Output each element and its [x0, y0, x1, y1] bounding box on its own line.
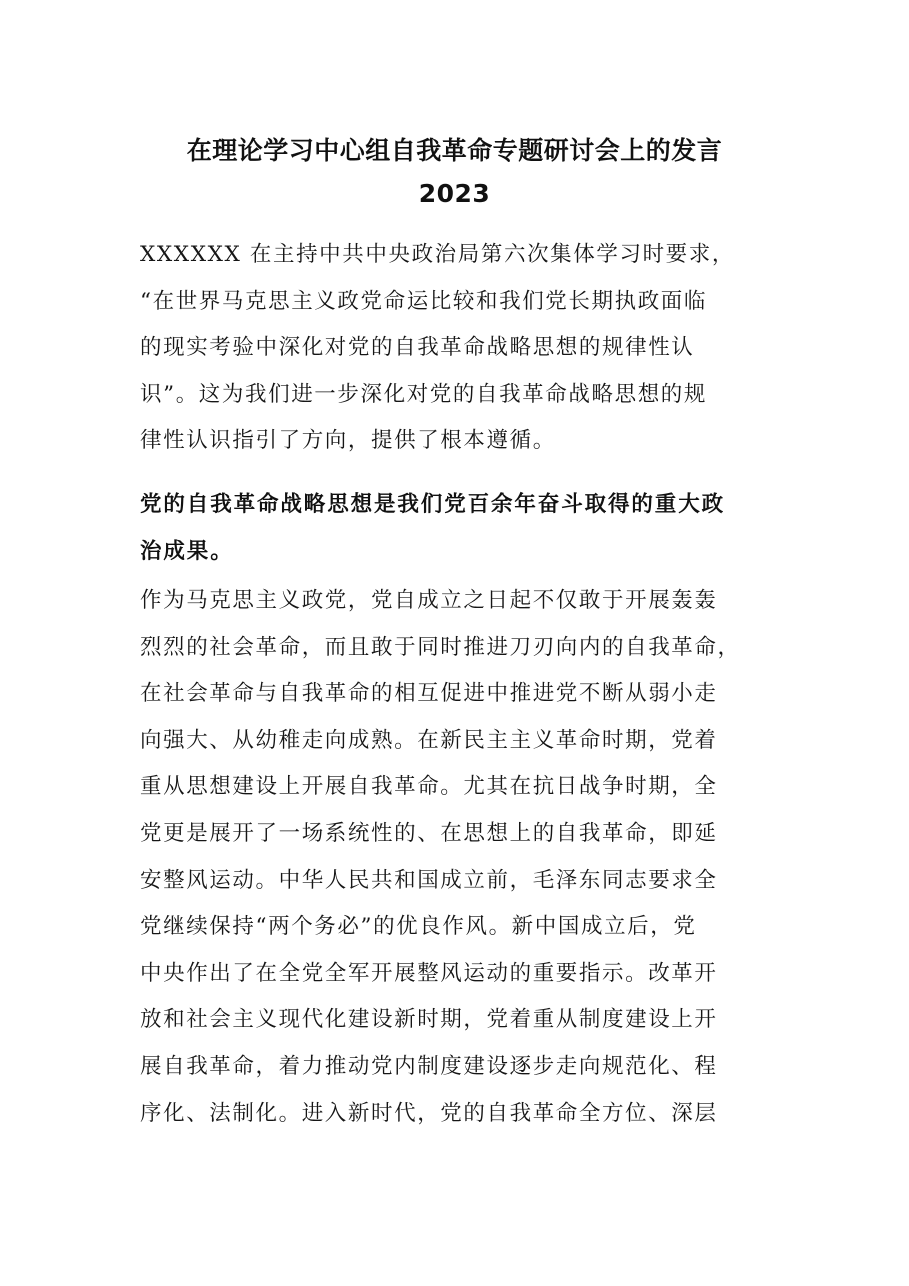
heading-line: 治成果。 — [140, 539, 234, 564]
paragraph-line: 安整风运动。中华人民共和国成立前，毛泽东同志要求全 — [140, 867, 718, 893]
paragraph-line: 党更是展开了一场系统性的、在思想上的自我革命，即延 — [140, 820, 718, 846]
paragraph-line: 中央作出了在全党全军开展整风运动的重要指示。改革开 — [140, 960, 718, 986]
paragraph-line: 烈烈的社会革命，而且敢于同时推进刀刃向内的自我革命， — [140, 634, 741, 660]
paragraph-line: XXXXXX 在主持中共中央政治局第六次集体学习时要求， — [140, 242, 735, 267]
document-title-year: 2023 — [418, 179, 491, 208]
heading-line: 党的自我革命战略思想是我们党百余年奋斗取得的重大政 — [140, 492, 726, 517]
paragraph-line: 作为马克思主义政党，党自成立之日起不仅敢于开展轰轰 — [140, 588, 718, 613]
paragraph-line: 的现实考验中深化对党的自我革命战略思想的规律性认 — [140, 335, 695, 361]
paragraph-line: 放和社会主义现代化建设新时期，党着重从制度建设上开 — [140, 1007, 718, 1033]
intro-paragraph — [140, 232, 780, 465]
paragraph-line: 向强大、从幼稚走向成熟。在新民主主义革命时期，党着 — [140, 727, 718, 753]
paragraph-line: 律性认识指引了方向，提供了根本遵循。 — [140, 428, 556, 454]
paragraph-line: 党继续保持“两个务必”的优良作风。新中国成立后，党 — [140, 914, 697, 940]
paragraph-line: 展自我革命，着力推动党内制度建设逐步走向规范化、程 — [140, 1053, 718, 1079]
document-title: 在理论学习中心组自我革命专题研讨会上的发言 — [186, 136, 723, 165]
section-heading — [140, 481, 725, 575]
paragraph-line: 在社会革命与自我革命的相互促进中推进党不断从弱小走 — [140, 681, 718, 707]
body-paragraph — [140, 578, 780, 1137]
paragraph-line: 重从思想建设上开展自我革命。尤其在抗日战争时期，全 — [140, 774, 718, 800]
paragraph-line: 识”。这为我们进一步深化对党的自我革命战略思想的规 — [140, 381, 707, 407]
paragraph-line: 序化、法制化。进入新时代，党的自我革命全方位、深层 — [140, 1100, 718, 1126]
paragraph-line: “在世界马克思主义政党命运比较和我们党长期执政面临 — [140, 288, 707, 314]
